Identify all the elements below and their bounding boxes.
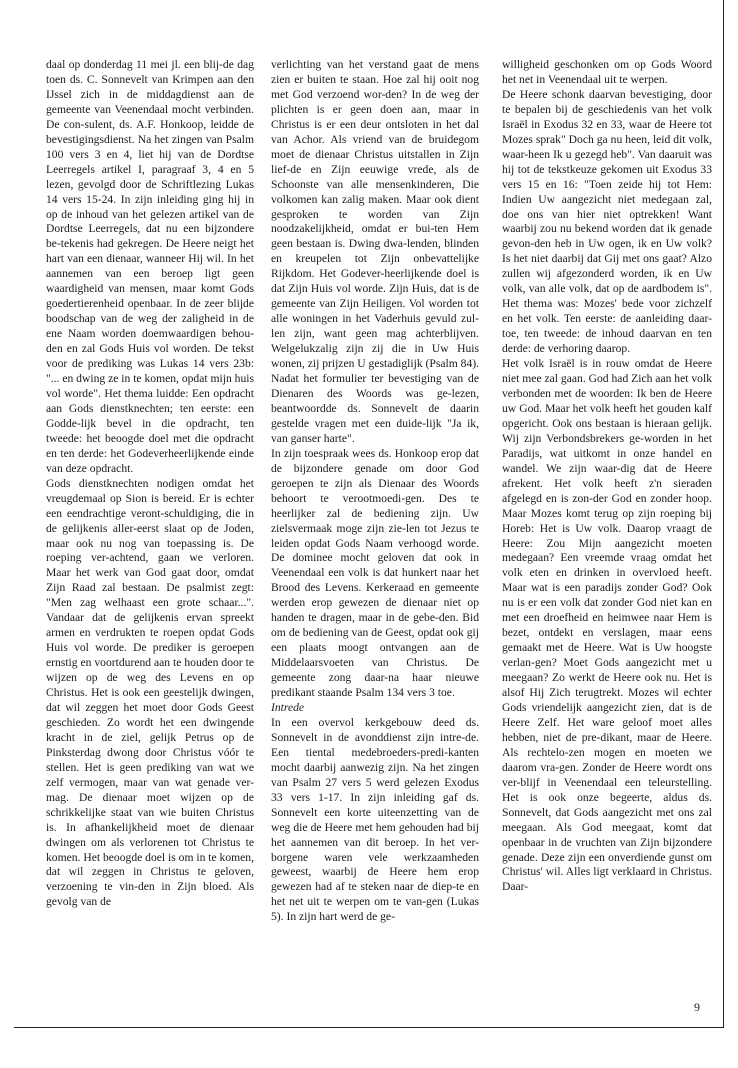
text-column-1 [46,58,254,1013]
paragraph: willigheid geschonken om op Gods Woord het net in Veenendaal uit te werpen. [502,58,712,86]
page-number: 9 [694,1000,700,1014]
paragraph: In zijn toespraak wees ds. Honkoop erop dat de bijzondere genade om door God geroepen te zijn als Dienaar des Woords behoort te verootmoedi-gen. Des te heerlijker zal de bediening zijn. Uw zielsvermaak moge zijn zie-len tot Jezus te leiden opdat Gods Naam verhoogd worde. De dominee mocht geloven dat ook in Veenendaal een volk is dat hunkert naar het Brood des Levens. Kerkeraad en gemeente werden erop gewezen de dienaar niet op handen te dragen, maar in de gebe-den. Bid om de bediening van de Geest, opdat ook gij een plaats moogt ontvangen aan de Middelaarsvoeten van Christus. De gemeente zong daar-na haar nieuwe predikant staande Psalm 134 vers 3 toe. [271,446,479,700]
paragraph: Gods dienstknechten nodigen omdat het vreugdemaal op Sion is bereid. Er is echter een eendrachtige veront-schuldiging, die in de gelijkenis aller-eerst slaat op de Joden, maar ook nu nog van toepassing is. De roeping ver-achtend, gaan we verloren. Maar het werk van God gaat door, omdat Zijn Raad zal bestaan. De psalmist zegt: "Men zag welhaast een grote schaar...". Vandaar dat de gelijkenis ervan spreekt armen en verdrukten te roepen opdat Gods Huis vol worde. De prediker is geroepen ernstig en voortdurend aan te houden door te wijzen op de weg des Levens en op Christus. Het is ook een geestelijk dwingen, dat wil zeggen het moet door Gods Geest geschieden. Zo wordt het een dwingende kracht in de ziel, gelijk Petrus op de Pinksterdag dwong door Christus vóór te stellen. Het is geen prediking van wat we zelf vermogen, maar van wat genade ver-mag. De dienaar moet wijzen op de schrikkelijke staat van wie buiten Christus is. In afhankelijkheid moet de dienaar dwingen om als verlorenen tot Christus te komen. Het beoogde doel is om in te komen, dat wil zeggen in Christus te geloven, verzoening te vin-den in Zijn bloed. Als gevolg van de [46,476,254,909]
paragraph: Nadat het formulier ter bevestiging van de Dienaren des Woords was ge-lezen, beantwoordde ds. Sonnevelt de daarin gestelde vragen met een duide-lijk "Ja ik, van ganser harte". [271,372,479,445]
right-border-line [723,0,724,1028]
paragraph: Het volk Israël is in rouw omdat de Heere niet mee zal gaan. God had Zich aan het volk verbonden met de woorden: Ik ben de Heere uw God. Maar het volk heeft het gouden kalf opgericht. Ook ons bestaan is hieraan gelijk. Wij zijn Verbondsbrekers ge-worden in het Paradijs, wat uitkomt in onze handel en wandel. We zijn waar-dig dat de Heere afrekent. Het volk heeft z'n sieraden afgelegd en is zon-der God en zonder hoop. Maar Mozes komt terug op zijn roeping bij Horeb: Het is Uw volk. Daarop vraagt de Heere: Zou Mijn aangezicht moeten medegaan? Een vreemde vraag omdat het volk eten en drinken in overvloed heeft. Maar wat is een paradijs zonder God? Ook nu is er een volk dat zonder God niet kan en met een droefheid en heimwee naar Hem is bezet, ontdekt en verslagen, maar eens gemaakt met de Heere. Wat is Uw hoogste verlan-gen? Moet Gods aangezicht met u meegaan? Zo werkt de Heere ook nu. Het is alsof Hij Zich terugtrekt. Mozes wil echter Gods vriendelijk aangezicht zien, dat is de Heere Zelf. Het ware geloof moet alles hebben, niet de pre-dikant, maar de Heere. Als rechtelo-zen mogen en moeten we daarom vra-gen. Zonder de Heere wordt ons ver-blijf in Veenendaal een teleurstelling. Het is ook onze begeerte, aldus ds. Sonnevelt, dat Gods aangezicht met ons zal meegaan. Als God meegaat, komt dat openbaar in de vruchten van Zijn bijzondere genade. Deze zijn een onverdiende gunst om Christus' wil. Alles ligt verklaard in Christus. Daar- [502,357,712,894]
paragraph: verlichting van het verstand gaat de mens zien er buiten te staan. Hoe zal hij ooit nog met God verzoend wor-den? In de weg der plichten is er geen doen aan, maar in Christus is er een deur ontsloten in het dal van Achor. Als vriend van de bruidegom moet de dienaar Christus uitstallen in Zijn lief-de en Zijn eeuwige vrede, als de Schoonste van alle mensenkinderen, Die volkomen kan zalig maken. Maar ook dient gesproken te worden van Zijn noodzakelijkheid, omdat er bui-ten Hem geen bestaan is. Dwing dwa-lenden, blinden en kreupelen tot Zijn onbevattelijke Rijkdom. Het Godever-heerlijkende doel is dat Zijn Huis vol worde. Zijn Huis, dat is de gemeente van Zijn Heiligen. Vol worden tot alle woningen in het Vaderhuis gevuld zul-len zijn, want geen mag achterblijven. Welgelukzalig zijn zij die in Uw Huis wonen, zij prijzen U gestadiglijk (Psalm 84). [271,58,479,371]
text-column-3 [502,58,712,1013]
bottom-border-line [14,1027,724,1028]
paragraph: De Heere schonk daarvan bevestiging, door te bepalen bij de geschiedenis van het volk Israël in Exodus 32 en 33, waar de Heere tot Mozes sprak" Doch ga nu heen, leid dit volk, waar-heen Ik u gezegd heb". Van daaruit was hij tot de tekstkeuze gekomen uit Exodus 33 vers 15 en 16: "Toen zeide hij tot Hem: Indien Uw aangezicht niet medegaan zal, doe ons van hier niet optrekken! Want waarbij zou nu bekend worden dat ik genade gevon-den heb in Uw ogen, ik en Uw volk? Is het niet daarbij dat Gij met ons gaat? Alzo zullen wij afgezonderd worden, ik en Uw volk, van alle volk, dat op de aardbodem is". Het thema was: Mozes' bede voor zichzelf en het volk. Ten eerste: de aanleiding daar-toe, ten tweede: de inhoud daarvan en ten derde: de verhoring daarop. [502,87,712,356]
section-heading: Intrede [271,700,305,714]
text-column-2 [271,58,479,1013]
paragraph: In een overvol kerkgebouw deed ds. Sonnevelt in de avonddienst zijn intre-de. Een tiental medebroeders-predi-kanten mocht daarbij aanwezig zijn. Na het zingen van Psalm 27 vers 5 werd gelezen Exodus 33 vers 1-17. In zijn inleiding gaf ds. Sonnevelt een korte uiteenzetting van de weg die de Heere met hem gehouden had bij het aannemen van dit beroep. In het ver-borgene waren vele werkzaamheden geweest, waarbij de Heere hem erop gewezen had af te steken naar de diep-te en het net uit te werpen om te van-gen (Lukas 5). In zijn hart werd de ge- [271,715,479,924]
paragraph: daal op donderdag 11 mei jl. een blij-de dag toen ds. C. Sonnevelt van Krimpen aan den IJssel zich in de middagdienst aan de gemeente van Veenendaal mocht verbinden. De con-sulent, ds. A.F. Honkoop, leidde de bevestigingsdienst. Na het zingen van Psalm 100 vers 3 en 4, liet hij van de Dordtse Leerregels artikel I, paragraaf 3, 4 en 5 lezen, gevolgd door de Schriftlezing Lukas 14 vers 15-24. In zijn inleiding ging hij in op de inhoud van het gelezen artikel van de Dordtse Leerregels, dat nu een bijzondere be-tekenis had gekregen. De Heere neigt het hart van een dienaar, wanneer Hij wil. In het aannemen van een beroep ligt geen waardigheid van mensen, maar komt Gods goedertierenheid openbaar. In de zeer blijde boodschap van de weg der zaligheid in de ene Naam worden doemwaardigen behou-den en zal Gods Huis vol worden. De tekst voor de prediking was Lukas 14 vers 23b: "... en dwing ze in te komen, opdat mijn huis vol worde". Het thema luidde: Een opdracht aan Gods dienstknechten; ten eerste: een Godde-lijk bevel in die opdracht, ten tweede: het beoogde doel met die opdracht en ten derde: het Godeverheerlijkende einde van deze opdracht. [46,58,254,475]
